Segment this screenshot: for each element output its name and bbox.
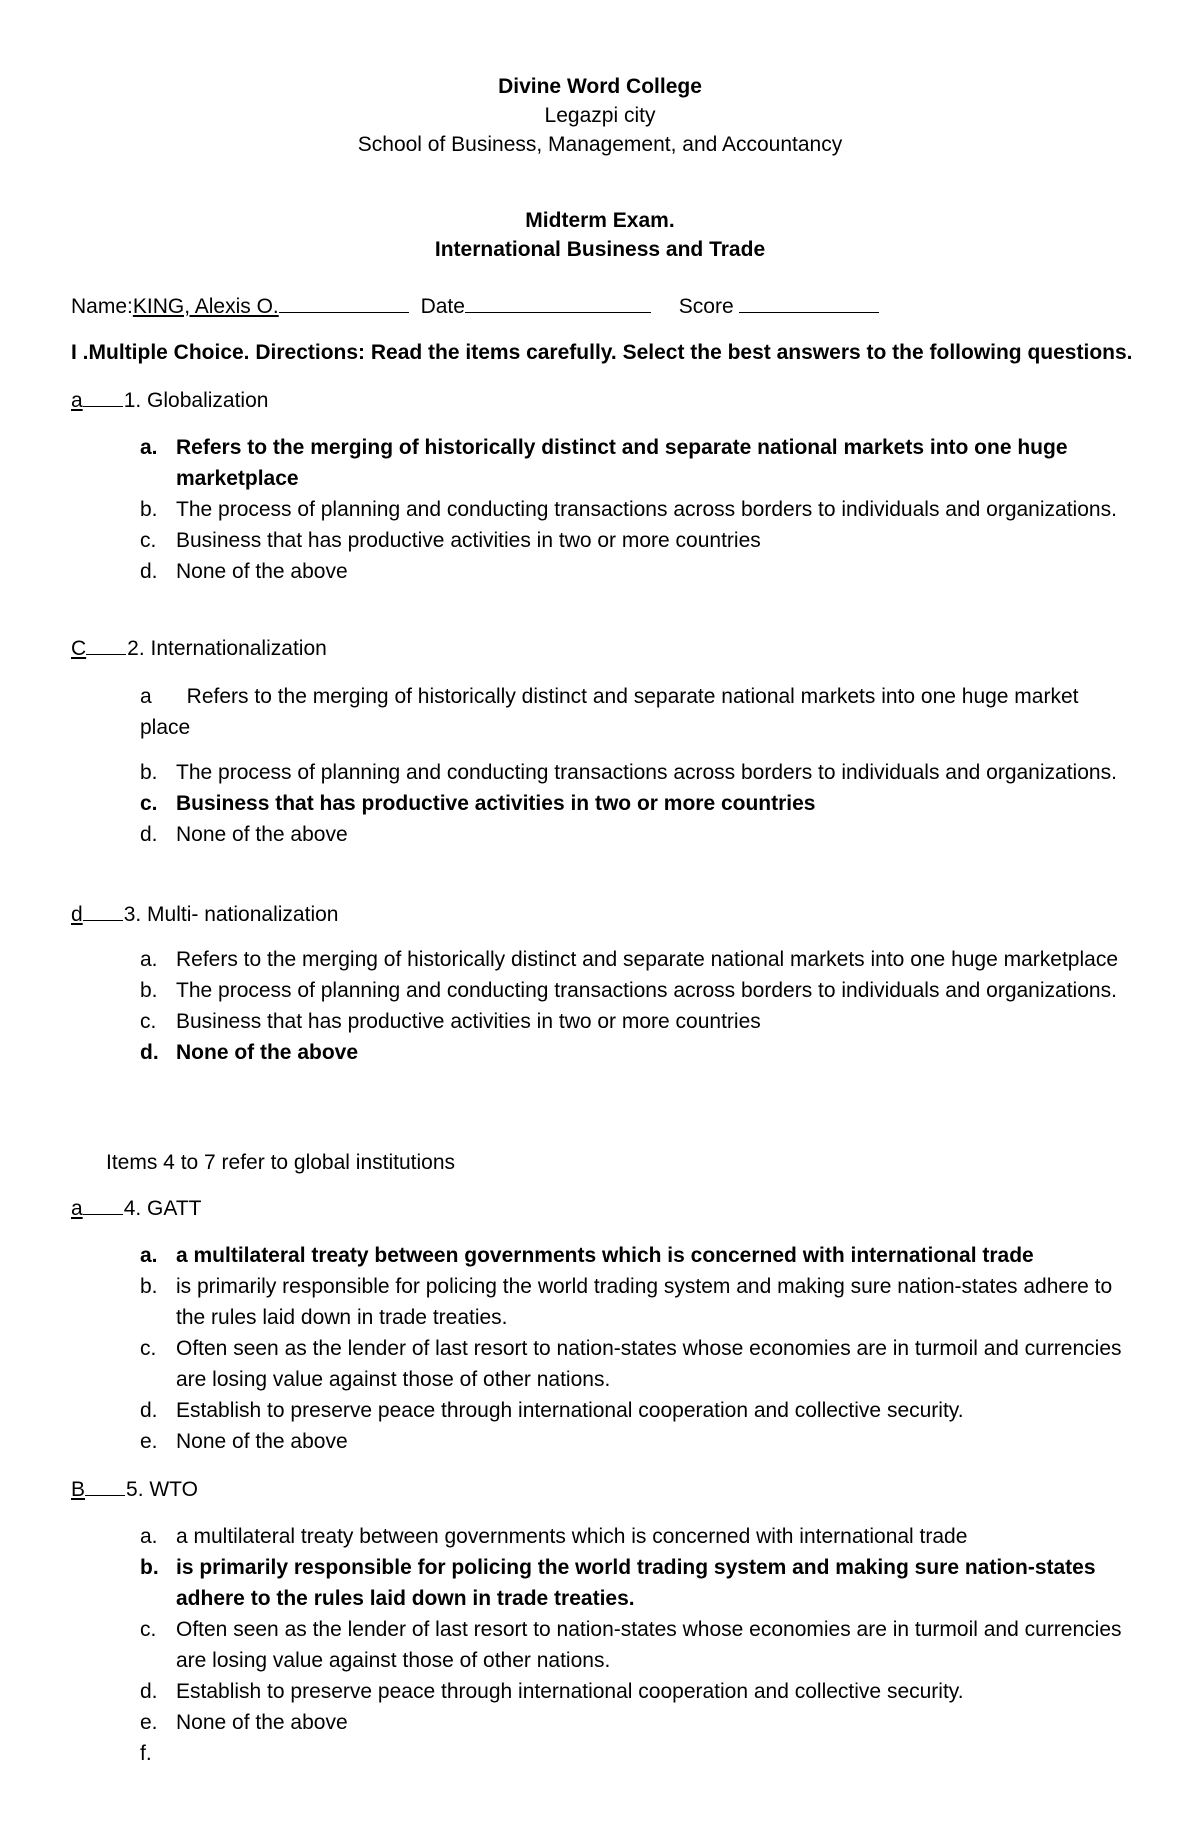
exam-title: Midterm Exam. — [525, 209, 675, 232]
question-2 — [71, 634, 327, 664]
option-2a-unformatted: a Refers to the merging of historically distinct and separate national markets into one huge market place — [140, 685, 1085, 739]
options-4 — [140, 1240, 1130, 1457]
answer-5[interactable]: B — [71, 1478, 86, 1501]
answer-2[interactable]: C — [71, 637, 87, 660]
answer-line — [83, 386, 123, 407]
option-4a: a. a multilateral treaty between governments which is concerned with international trade — [140, 1244, 1034, 1267]
question-label: 1. Globalization — [123, 389, 269, 412]
question-label: 4. GATT — [123, 1197, 202, 1220]
option-2c: c. Business that has productive activities in two or more countries — [140, 792, 816, 815]
option-1a: a. Refers to the merging of historically distinct and separate national markets into one huge marketplace — [140, 436, 1068, 490]
instructions: I .Multiple Choice. Directions: Read the items carefully. Select the best answers to the following questions. — [71, 341, 1133, 364]
question-4 — [71, 1194, 201, 1224]
answer-line — [83, 900, 123, 921]
answer-line — [83, 1194, 123, 1215]
question-1 — [71, 386, 268, 416]
option-1c: c. Business that has productive activities in two or more countries — [140, 529, 761, 552]
subject-title: International Business and Trade — [434, 238, 766, 261]
name-value[interactable]: KING, Alexis O. — [132, 295, 279, 318]
name-label: Name: — [71, 295, 133, 318]
answer-4[interactable]: a — [71, 1197, 83, 1220]
option-2b: b. The process of planning and conducting transactions across borders to individuals and organizations. — [140, 761, 1117, 784]
option-3c: c. Business that has productive activities in two or more countries — [140, 1010, 761, 1033]
question-5 — [71, 1475, 198, 1505]
option-4e: e. None of the above — [140, 1430, 348, 1453]
question-label: 5. WTO — [126, 1478, 198, 1501]
answer-line — [86, 634, 126, 655]
exam-title-block — [0, 206, 1200, 264]
option-1b: b. The process of planning and conducting transactions across borders to individuals and organizations. — [140, 498, 1117, 521]
option-3a: a. Refers to the merging of historically distinct and separate national markets into one huge marketplace — [140, 948, 1119, 971]
options-3 — [140, 944, 1130, 1068]
option-5c: c. Often seen as the lender of last resort to nation-states whose economies are in turmoil and currencies are losing value against those of other nations. — [140, 1618, 1122, 1672]
items-note: Items 4 to 7 refer to global institutions — [106, 1151, 456, 1174]
question-label: 3. Multi- nationalization — [123, 903, 339, 926]
option-4b: b. is primarily responsible for policing the world trading system and making sure nation-states adhere to the rules laid down in trade treaties. — [140, 1275, 1113, 1329]
school-city: Legazpi city — [544, 104, 656, 127]
answer-line — [85, 1475, 125, 1496]
options-2 — [140, 757, 1130, 850]
score-label: Score — [678, 295, 734, 318]
date-label: Date — [420, 295, 465, 318]
options-1 — [140, 432, 1130, 587]
option-5f: f. — [140, 1742, 152, 1765]
option-2d: d. None of the above — [140, 823, 348, 846]
header-block — [0, 72, 1200, 159]
score-blank-line[interactable] — [739, 292, 879, 313]
option-4d: d. Establish to preserve peace through international cooperation and collective security. — [140, 1399, 964, 1422]
option-5b: b. is primarily responsible for policing the world trading system and making sure nation-states adhere to the rules laid down in trade treaties. — [140, 1556, 1096, 1610]
answer-1[interactable]: a — [71, 389, 83, 412]
question-3 — [71, 900, 338, 930]
option-3b: b. The process of planning and conducting transactions across borders to individuals and organizations. — [140, 979, 1117, 1002]
option-4c: c. Often seen as the lender of last resort to nation-states whose economies are in turmoil and currencies are losing value against those of other nations. — [140, 1337, 1122, 1391]
date-blank-line[interactable] — [465, 292, 651, 313]
name-blank-line — [279, 292, 409, 313]
option-3d: d. None of the above — [140, 1041, 359, 1064]
option-5a: a. a multilateral treaty between governments which is concerned with international trade — [140, 1525, 968, 1548]
option-5e: e. None of the above — [140, 1711, 348, 1734]
answer-3[interactable]: d — [71, 903, 83, 926]
question-label: 2. Internationalization — [127, 637, 327, 660]
options-5 — [140, 1521, 1130, 1769]
option-5d: d. Establish to preserve peace through international cooperation and collective security. — [140, 1680, 964, 1703]
option-1d: d. None of the above — [140, 560, 348, 583]
department-name: School of Business, Management, and Accountancy — [357, 133, 843, 156]
student-info-row — [71, 292, 879, 322]
school-name: Divine Word College — [498, 75, 702, 98]
